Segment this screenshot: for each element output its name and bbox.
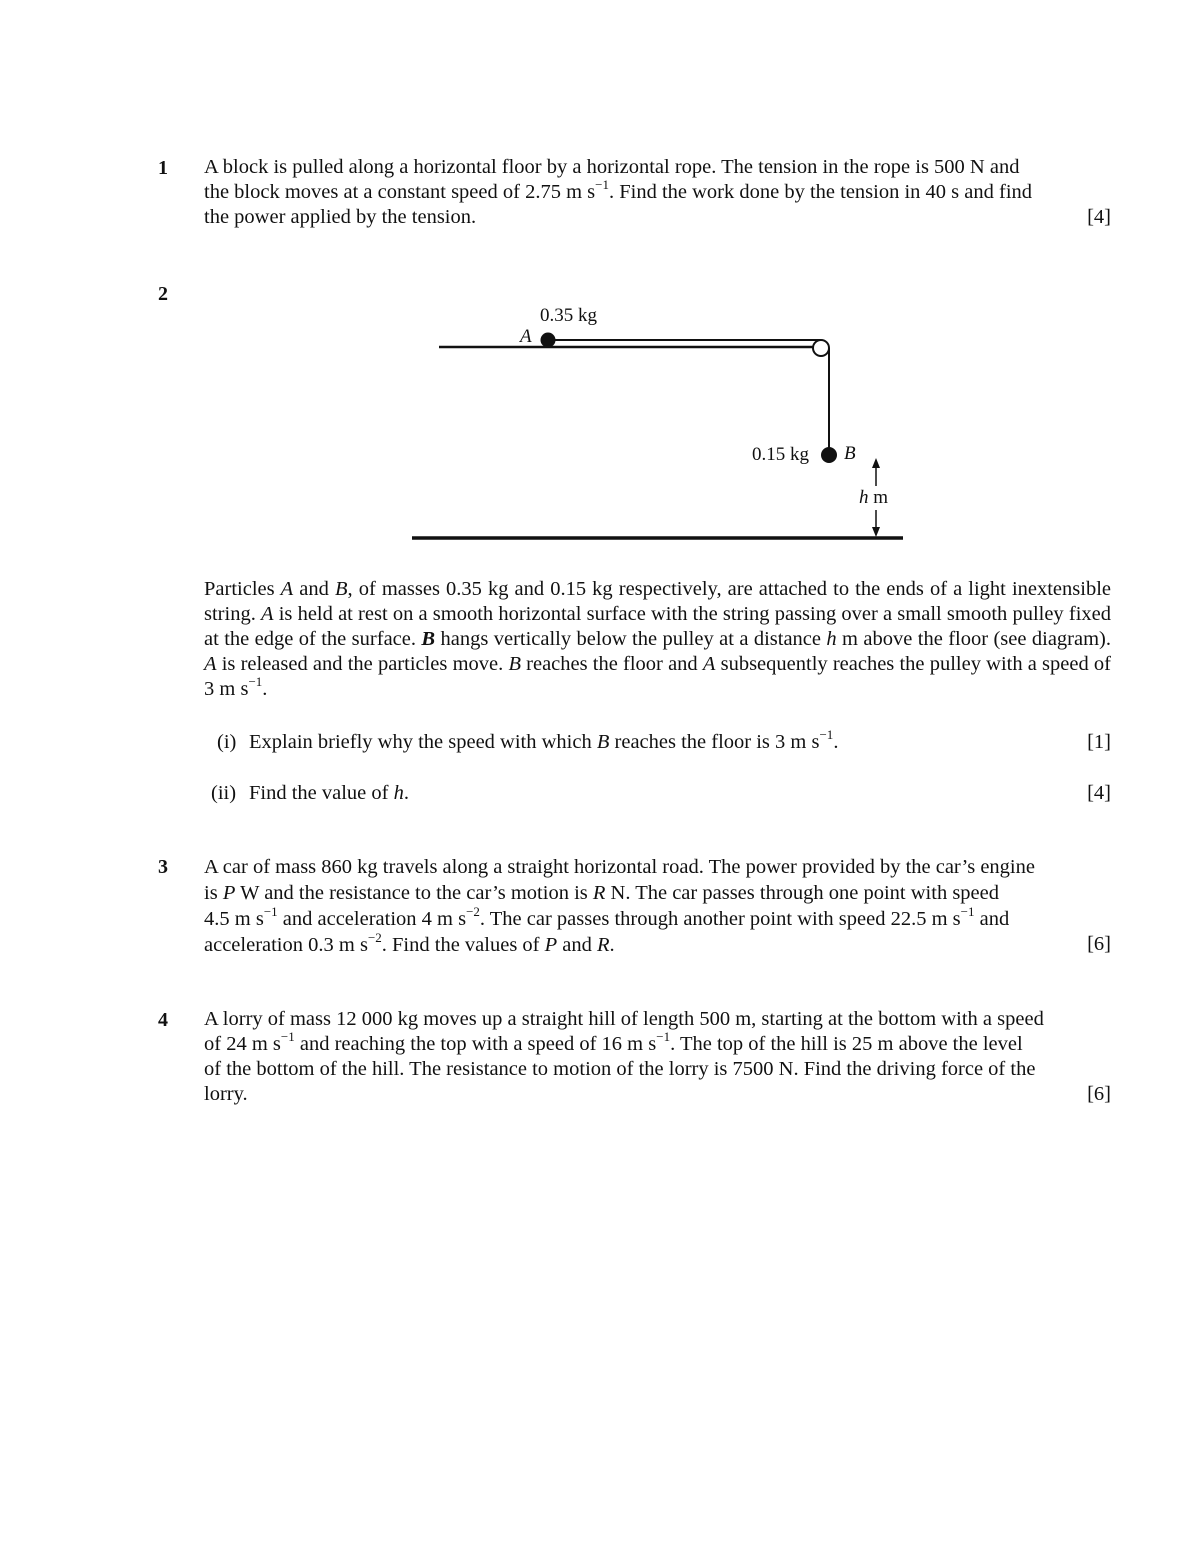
- q2-text-seg: reaches the floor and: [520, 653, 703, 675]
- particle-a-label: A: [520, 326, 532, 347]
- question-4-marks: [6]: [1087, 1083, 1111, 1105]
- mass-b-label: 0.15 kg: [752, 444, 809, 465]
- pulley-diagram-svg: [400, 290, 920, 555]
- q3-line-2: [204, 880, 1111, 906]
- mass-a-label: 0.35 kg: [540, 305, 597, 326]
- height-label-unit: m: [873, 487, 889, 508]
- question-1-number: 1: [158, 157, 168, 179]
- q2-var: A: [702, 653, 716, 675]
- q1-line-2: [204, 177, 1111, 205]
- q3-var-p: P: [544, 934, 558, 956]
- q3-seg: 4.5 m s: [204, 908, 264, 930]
- part-ii-label: (ii): [211, 782, 237, 804]
- question-2-text: [204, 577, 1111, 702]
- part-ii-marks: [4]: [1087, 782, 1111, 804]
- q4-seg: . The top of the hill is 25 m above the level: [670, 1033, 1023, 1055]
- q3-seg: W and the resistance to the car’s motion is: [235, 882, 593, 904]
- part-ii-var: h: [393, 782, 404, 804]
- q3-superscript: −2: [367, 930, 382, 946]
- q3-seg: acceleration 0.3 m s: [204, 934, 368, 956]
- q3-seg: and: [557, 934, 598, 956]
- q2-var: A: [280, 578, 294, 600]
- q4-line-2: [204, 1029, 1111, 1057]
- q4-superscript: −1: [280, 1029, 295, 1045]
- question-2-number: 2: [158, 283, 168, 305]
- q2-var: A: [261, 603, 274, 625]
- part-ii-text-pre: Find the value of: [249, 782, 394, 804]
- q3-var-p: P: [222, 882, 236, 904]
- q3-line-1: A car of mass 860 kg travels along a straight horizontal road. The power provided by the car’s engine: [204, 856, 1035, 878]
- q2-text-seg: hangs vertically below the pulley at a distance: [435, 628, 827, 650]
- q3-seg: and: [974, 908, 1010, 930]
- q4-line-1: A lorry of mass 12 000 kg moves up a straight hill of length 500 m, starting at the bottom with a speed: [204, 1008, 1044, 1030]
- part-i-text-post: reaches the floor is 3 m s: [609, 731, 820, 753]
- q2-var: B: [421, 628, 436, 650]
- q2-text-seg: .: [262, 678, 268, 700]
- q3-var-r: R: [597, 934, 610, 956]
- q4-seg: of 24 m s: [204, 1033, 281, 1055]
- q4-line-4: lorry.: [204, 1083, 248, 1105]
- part-i-label: (i): [217, 731, 237, 753]
- question-3-marks: [6]: [1087, 933, 1111, 955]
- part-i-end: .: [833, 731, 839, 753]
- q3-var-r: R: [592, 882, 606, 904]
- q3-seg: N. The car passes through one point with speed: [605, 882, 1000, 904]
- q2-text-seg: m above the floor (see diagram).: [836, 628, 1111, 650]
- q2-var: A: [204, 653, 217, 675]
- q3-superscript: −1: [263, 904, 278, 920]
- q2-superscript: −1: [248, 674, 263, 690]
- question-4-text: [204, 1007, 1111, 1107]
- question-3-number: 3: [158, 856, 168, 878]
- height-arrowhead-up: [872, 458, 880, 468]
- part-ii-end: .: [403, 782, 409, 804]
- pulley: [813, 340, 829, 356]
- q3-seg: . The car passes through another point with speed 22.5 m s: [479, 908, 961, 930]
- part-i-var: B: [596, 731, 610, 753]
- q2-text-seg: , of masses 0.35 kg and 0.15 kg respectively, are attached to the ends of a light inextensible string.: [204, 578, 1111, 625]
- q2-text-seg: subsequently reaches the pulley with a speed of 3 m s: [204, 653, 1112, 700]
- q1-line-2b: . Find the work done by the tension in 40 s and find: [608, 181, 1033, 203]
- q3-line-4: [204, 932, 1111, 958]
- q2-var: h: [826, 628, 837, 650]
- part-i-text-pre: Explain briefly why the speed with which: [249, 731, 597, 753]
- part-ii-text: [249, 781, 409, 806]
- q3-superscript: −1: [960, 904, 975, 920]
- particle-b: [821, 447, 837, 463]
- question-1-text: [204, 155, 1111, 230]
- q1-superscript: −1: [595, 177, 609, 193]
- question-4-number: 4: [158, 1009, 168, 1031]
- q3-seg: is: [204, 882, 223, 904]
- part-i-marks: [1]: [1087, 731, 1111, 753]
- question-3-text: [204, 854, 1111, 958]
- q2-text-seg: and: [293, 578, 335, 600]
- q2-var: B: [334, 578, 348, 600]
- q3-line-3: [204, 906, 1111, 932]
- q4-seg: and reaching the top with a speed of 16 m s: [294, 1033, 657, 1055]
- q1-line-2a: the block moves at a constant speed of 2.75 m s: [204, 181, 596, 203]
- q2-text-seg: is released and the particles move.: [216, 653, 509, 675]
- q4-superscript: −1: [656, 1029, 671, 1045]
- q3-seg: and acceleration 4 m s: [277, 908, 467, 930]
- pulley-diagram: [400, 290, 920, 555]
- q1-line-1: A block is pulled along a horizontal floor by a horizontal rope. The tension in the rope is 500 N and: [204, 156, 1020, 178]
- q2-var: B: [508, 653, 521, 675]
- height-label: [859, 487, 888, 509]
- q1-line-3: the power applied by the tension.: [204, 206, 477, 228]
- q3-superscript: −2: [466, 904, 480, 920]
- height-arrowhead-down: [872, 527, 880, 537]
- q4-line-3: of the bottom of the hill. The resistance to motion of the lorry is 7500 N. Find the driving force of the: [204, 1058, 1036, 1080]
- particle-b-label: B: [844, 443, 856, 464]
- height-label-h: h: [859, 487, 869, 508]
- q3-seg: . Find the values of: [381, 934, 545, 956]
- q2-text-seg: is held at rest on a smooth horizontal surface with the string passing over a small smooth pulley fixed at the edge of the surface.: [204, 603, 1111, 650]
- question-1-marks: [4]: [1087, 206, 1111, 228]
- q2-text-seg: Particles: [204, 578, 281, 600]
- particle-a: [541, 333, 556, 348]
- part-i-text: [249, 727, 839, 755]
- part-i-superscript: −1: [819, 727, 834, 743]
- q3-seg: .: [609, 934, 615, 956]
